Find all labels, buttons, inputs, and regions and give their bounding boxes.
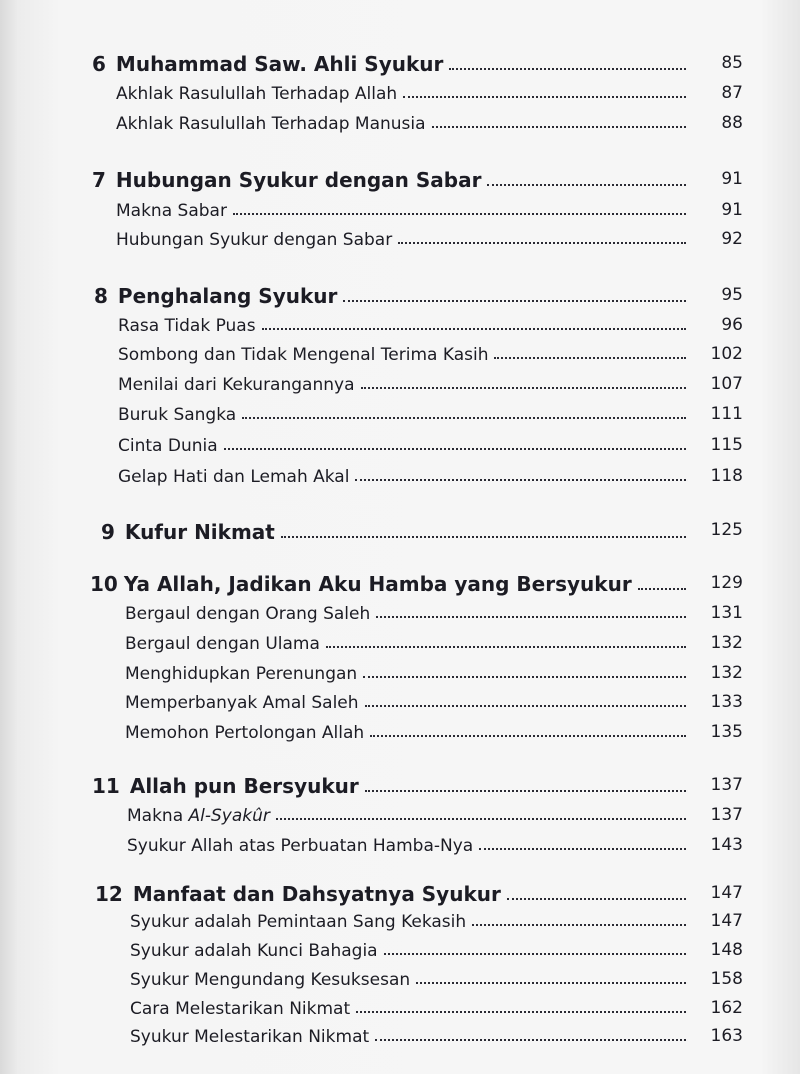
toc-section[interactable]: [125, 723, 692, 743]
page-number: 111: [710, 404, 743, 424]
chapter-number: 7: [92, 168, 106, 192]
section-title: Buruk Sangka: [118, 405, 237, 425]
page-number: 118: [710, 466, 743, 486]
dot-leader: [242, 417, 686, 419]
page-number: 107: [710, 374, 743, 394]
dot-leader: [376, 616, 686, 618]
page-number: 135: [710, 722, 743, 742]
page-number: 158: [710, 969, 743, 989]
page-number: 147: [710, 911, 743, 931]
dot-leader: [326, 646, 686, 648]
page-number: 95: [721, 285, 743, 305]
dot-leader: [472, 924, 686, 926]
toc-section[interactable]: [125, 604, 692, 624]
dot-leader: [363, 676, 686, 678]
dot-leader: [487, 184, 686, 186]
page-number: 102: [710, 344, 743, 364]
chapter-title: Manfaat dan Dahsyatnya Syukur: [132, 882, 501, 906]
toc-section[interactable]: [130, 1027, 692, 1047]
section-title-prefix: Makna: [127, 806, 189, 826]
toc-section[interactable]: [125, 693, 692, 713]
section-title: Menilai dari Kekurangannya: [118, 375, 355, 395]
toc-chapter-8[interactable]: [94, 284, 692, 308]
dot-leader: [370, 735, 686, 737]
toc-section[interactable]: [118, 436, 692, 456]
section-title: Cara Melestarikan Nikmat: [130, 999, 351, 1019]
dot-leader: [494, 357, 686, 359]
page-number: 91: [721, 169, 743, 189]
section-title: Syukur Melestarikan Nikmat: [130, 1027, 370, 1047]
page-number: 148: [710, 940, 743, 960]
toc-section[interactable]: [116, 114, 692, 134]
toc-section[interactable]: [130, 941, 692, 961]
dot-leader: [365, 705, 686, 707]
page-number: 88: [721, 113, 743, 133]
dot-leader: [356, 1011, 686, 1013]
section-title: Syukur adalah Kunci Bahagia: [130, 941, 378, 961]
chapter-title: Penghalang Syukur: [117, 284, 338, 308]
toc-section[interactable]: [118, 375, 692, 395]
section-title: Akhlak Rasulullah Terhadap Manusia: [116, 114, 426, 134]
chapter-title: Hubungan Syukur dengan Sabar: [115, 168, 482, 192]
dot-leader: [361, 387, 687, 389]
toc-chapter-11[interactable]: [92, 774, 692, 798]
dot-leader: [281, 536, 686, 538]
chapter-number: 12: [95, 882, 123, 906]
dot-leader: [449, 68, 686, 70]
chapter-number: 9: [101, 520, 115, 544]
page-number: 132: [710, 633, 743, 653]
toc-section[interactable]: [116, 230, 692, 250]
page-number: 85: [721, 53, 743, 73]
page-number: 163: [710, 1026, 743, 1046]
section-title: Menghidupkan Perenungan: [125, 664, 358, 684]
toc-section[interactable]: [118, 405, 692, 425]
page-number: 137: [710, 775, 743, 795]
section-title: Memohon Pertolongan Allah: [125, 723, 365, 743]
section-title: Memperbanyak Amal Saleh: [125, 693, 359, 713]
section-title-italic: Al-Syakûr: [188, 806, 270, 826]
toc-section[interactable]: [130, 912, 692, 932]
toc-chapter-9[interactable]: [101, 520, 692, 544]
page-number: 96: [721, 315, 743, 335]
chapter-title: Allah pun Bersyukur: [129, 774, 359, 798]
page-number: 162: [710, 998, 743, 1018]
page-number: 115: [710, 435, 743, 455]
toc-chapter-12[interactable]: [95, 882, 692, 906]
dot-leader: [479, 848, 686, 850]
toc-section[interactable]: [118, 345, 692, 365]
section-title: Gelap Hati dan Lemah Akal: [118, 467, 350, 487]
chapter-title: Ya Allah, Jadikan Aku Hamba yang Bersyukur: [123, 572, 632, 596]
dot-leader: [403, 96, 686, 98]
chapter-number: 10: [90, 572, 118, 596]
section-title: Syukur adalah Pemintaan Sang Kekasih: [130, 912, 467, 932]
dot-leader: [638, 588, 686, 590]
toc-section[interactable]: [118, 467, 692, 487]
toc-section[interactable]: [125, 634, 692, 654]
page-number: 132: [710, 663, 743, 683]
dot-leader: [224, 448, 686, 450]
dot-leader: [398, 242, 686, 244]
section-title: Akhlak Rasulullah Terhadap Allah: [116, 84, 398, 104]
chapter-number: 6: [92, 52, 106, 76]
page-number: 147: [710, 883, 743, 903]
section-title: Makna Sabar: [116, 201, 227, 221]
toc-section[interactable]: [116, 84, 692, 104]
toc-section[interactable]: [127, 836, 692, 856]
dot-leader: [432, 126, 686, 128]
section-title: Rasa Tidak Puas: [118, 316, 256, 336]
toc-section[interactable]: [118, 316, 692, 336]
section-title: Bergaul dengan Ulama: [125, 634, 320, 654]
page-number: 137: [710, 805, 743, 825]
section-title: Bergaul dengan Orang Saleh: [125, 604, 371, 624]
page-number: 91: [721, 200, 743, 220]
page-number: 92: [721, 229, 743, 249]
toc-section[interactable]: [127, 806, 692, 826]
dot-leader: [365, 790, 686, 792]
dot-leader: [262, 328, 686, 330]
dot-leader: [355, 479, 686, 481]
toc-section[interactable]: [116, 201, 692, 221]
toc-section[interactable]: [125, 664, 692, 684]
dot-leader: [416, 982, 686, 984]
section-title: Sombong dan Tidak Mengenal Terima Kasih: [118, 345, 489, 365]
toc-chapter-6[interactable]: [92, 52, 692, 76]
dot-leader: [233, 213, 686, 215]
toc-chapter-7[interactable]: [92, 168, 692, 192]
section-title: Syukur Mengundang Kesuksesan: [130, 970, 411, 990]
toc-section[interactable]: [130, 999, 692, 1019]
section-title: Cinta Dunia: [118, 436, 218, 456]
page-number: 87: [721, 83, 743, 103]
chapter-number: 11: [92, 774, 120, 798]
page-number: 129: [710, 573, 743, 593]
dot-leader: [343, 300, 686, 302]
section-title: Syukur Allah atas Perbuatan Hamba-Nya: [127, 836, 474, 856]
page-number: 133: [710, 692, 743, 712]
dot-leader: [375, 1039, 686, 1041]
page-number: 125: [710, 520, 743, 540]
chapter-title: Muhammad Saw. Ahli Syukur: [115, 52, 444, 76]
dot-leader: [276, 818, 686, 820]
page-number: 143: [710, 835, 743, 855]
chapter-title: Kufur Nikmat: [124, 520, 275, 544]
dot-leader: [507, 898, 686, 900]
chapter-number: 8: [94, 284, 108, 308]
toc-chapter-10[interactable]: [90, 572, 692, 596]
section-title: Hubungan Syukur dengan Sabar: [116, 230, 393, 250]
dot-leader: [384, 953, 686, 955]
page-number: 131: [710, 603, 743, 623]
toc-section[interactable]: [130, 970, 692, 990]
